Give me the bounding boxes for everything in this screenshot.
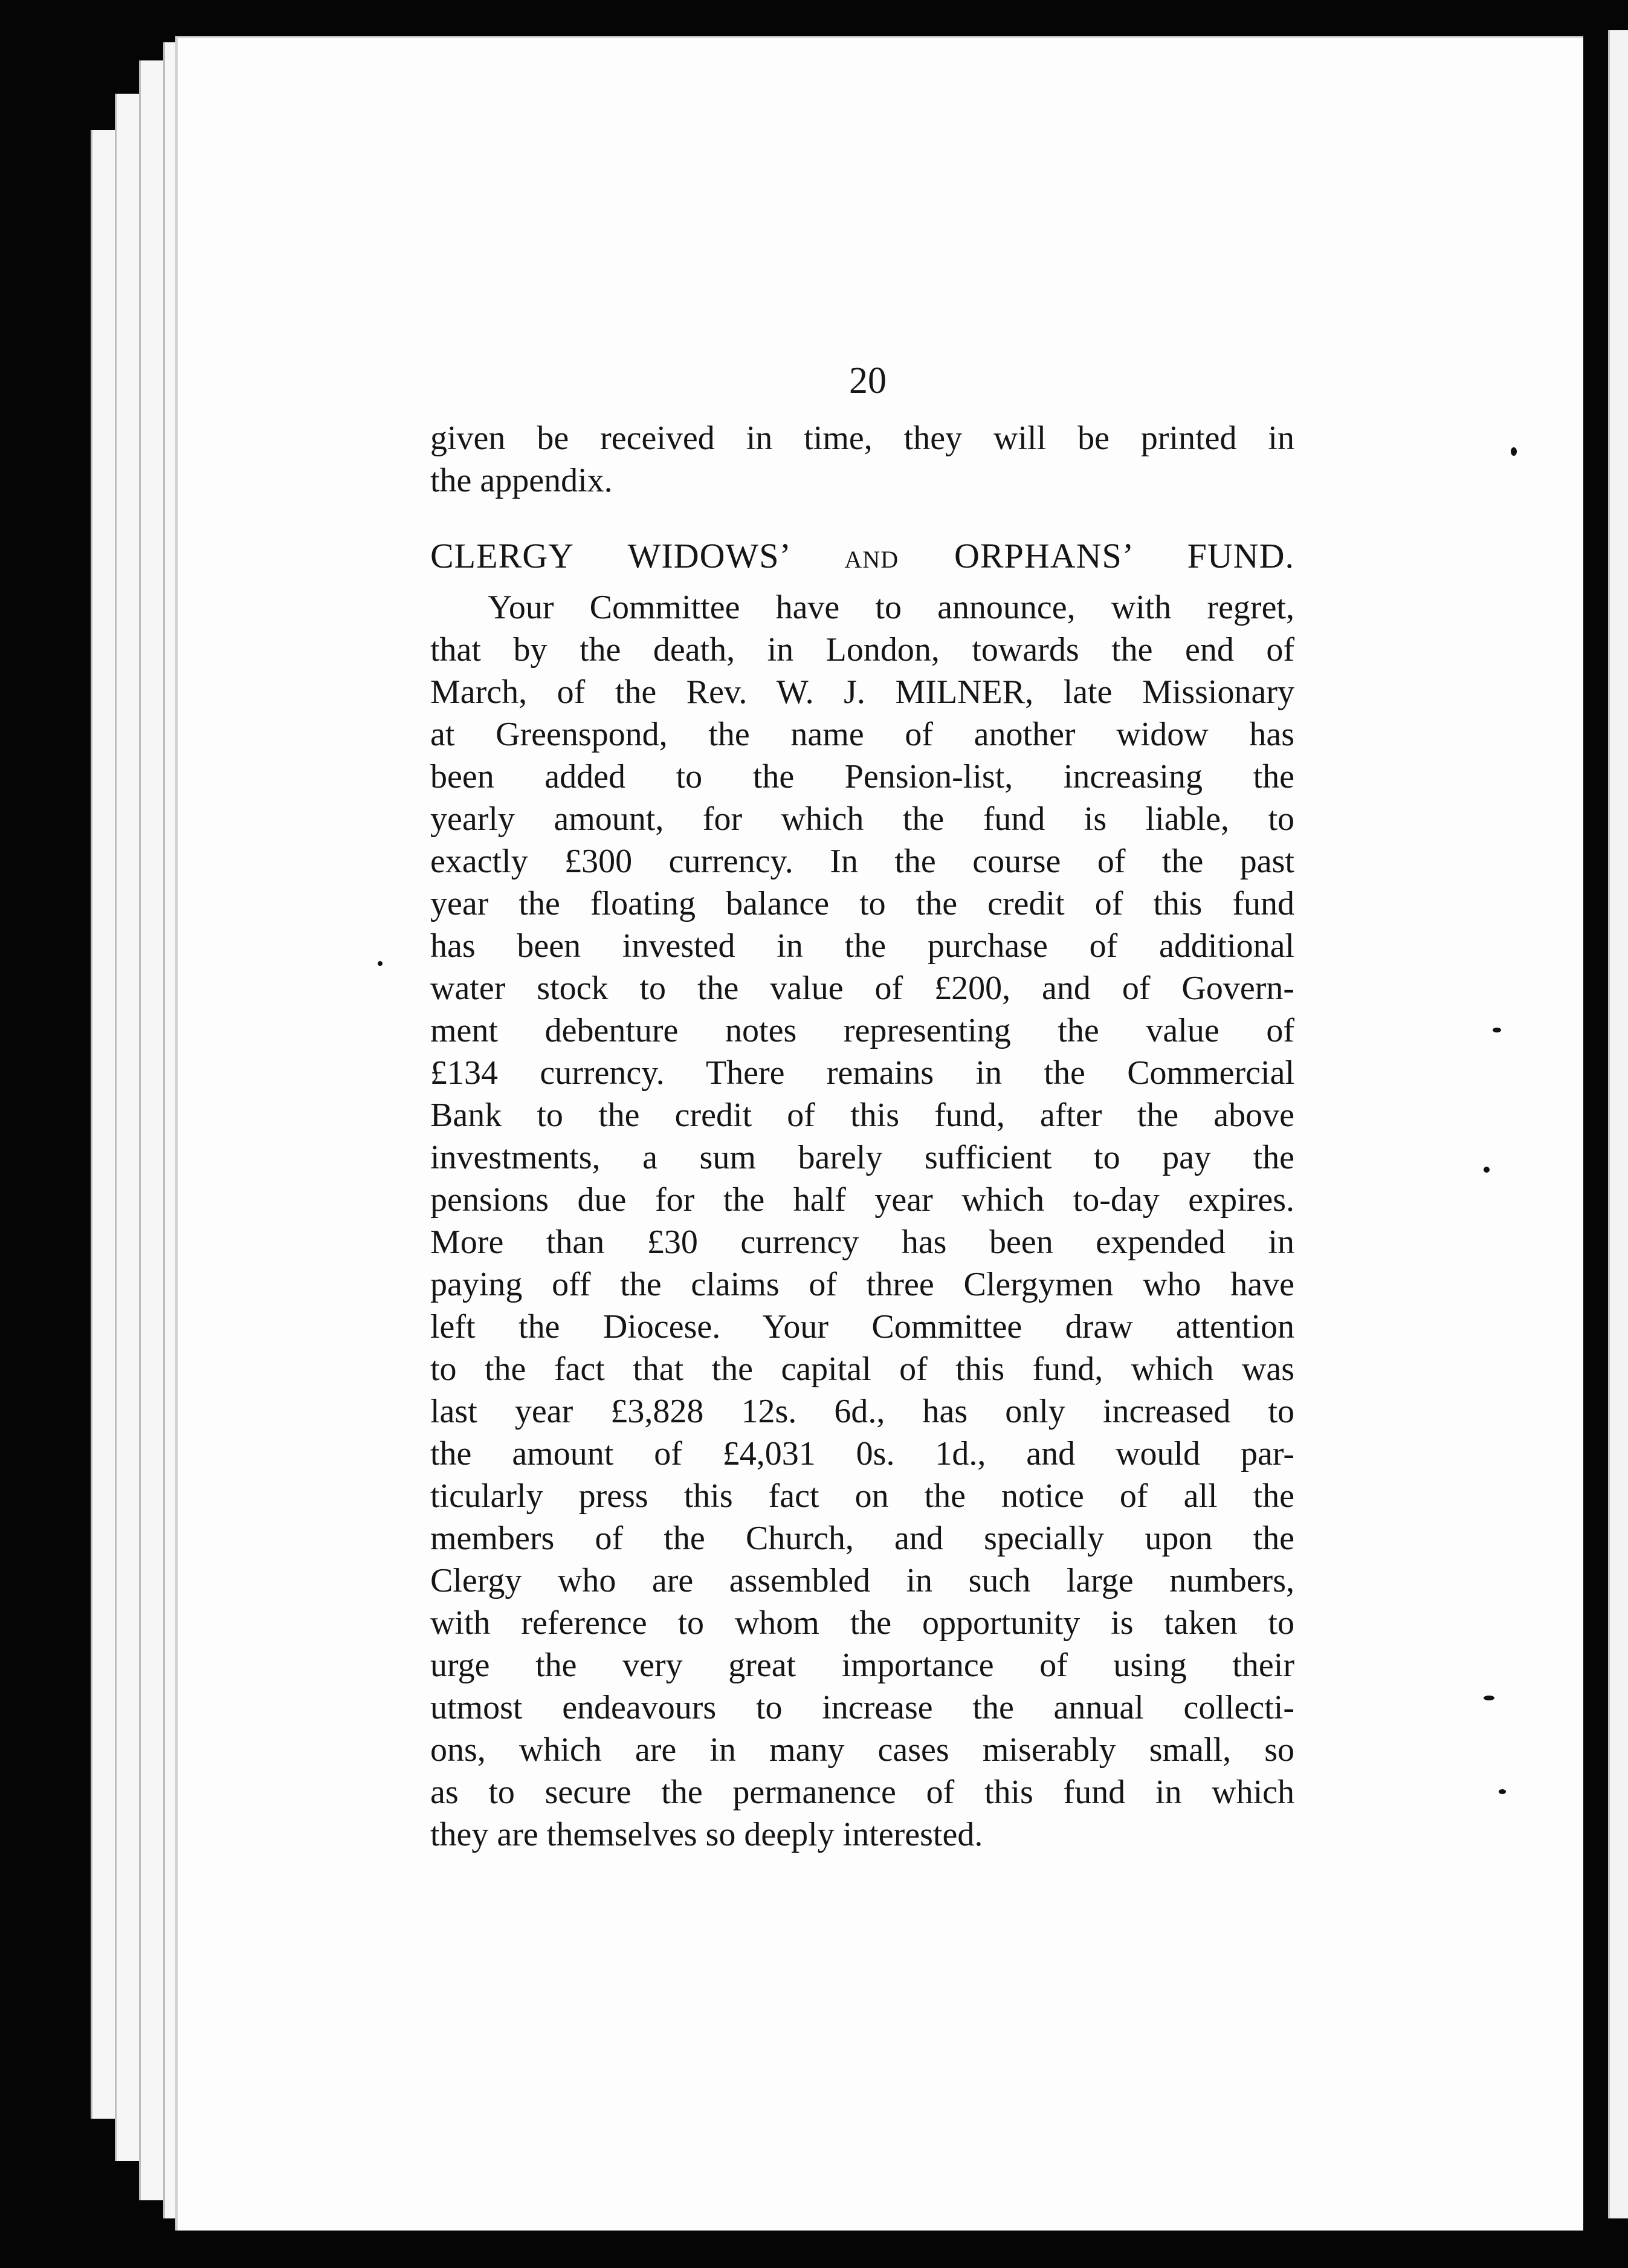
scan-speck — [1484, 1167, 1490, 1173]
scan-speck — [378, 961, 383, 966]
text-line: the appendix. — [430, 462, 613, 499]
text-line: yearly amount, for which the fund is liable, to — [430, 800, 1294, 838]
scan-speck — [1499, 1789, 1506, 1794]
text-block — [430, 417, 1294, 1856]
scan-speck — [1484, 1696, 1494, 1700]
text-line: urge the very great importance of using their — [430, 1647, 1294, 1684]
page-number: 20 — [849, 360, 887, 401]
text-line: they are themselves so deeply interested. — [430, 1816, 983, 1853]
scan-speck — [1511, 447, 1517, 456]
text-line: to the fact that the capital of this fund, which was — [430, 1350, 1294, 1388]
text-line: Bank to the credit of this fund, after the above — [430, 1097, 1294, 1134]
text-line: with reference to whom the opportunity is taken to — [430, 1604, 1294, 1642]
text-line: left the Diocese. Your Committee draw attention — [430, 1308, 1294, 1346]
text-line: year the floating balance to the credit of this fund — [430, 885, 1294, 922]
text-line: £134 currency. There remains in the Commercial — [430, 1054, 1294, 1092]
text-line: paying off the claims of three Clergymen who have — [430, 1266, 1294, 1303]
text-line: members of the Church, and specially upon the — [430, 1520, 1294, 1557]
text-line: pensions due for the half year which to-day expires. — [430, 1181, 1294, 1219]
text-line: ment debenture notes representing the value of — [430, 1012, 1294, 1049]
section-heading — [430, 526, 1294, 586]
heading-conjunction: AND — [844, 546, 899, 573]
text-line: ticularly press this fact on the notice of all the — [430, 1477, 1294, 1515]
text-line: that by the death, in London, towards the end of — [430, 631, 1294, 669]
heading-part: CLERGY WIDOWS’ — [430, 536, 789, 575]
text-line: been added to the Pension-list, increasing the — [430, 758, 1294, 795]
text-line: last year £3,828 12s. 6d., has only increased to — [430, 1393, 1294, 1430]
text-line: March, of the Rev. W. J. MILNER, late Missionary — [430, 673, 1294, 711]
text-line: investments, a sum barely sufficient to pay the — [430, 1139, 1294, 1176]
text-line: exactly £300 currency. In the course of the past — [430, 843, 1294, 880]
text-line: More than £30 currency has been expended in — [430, 1223, 1294, 1261]
text-line: Clergy who are assembled in such large numbers, — [430, 1562, 1294, 1599]
text-line: Your Committee have to announce, with regret, — [488, 589, 1294, 626]
text-line: utmost endeavours to increase the annual collecti- — [430, 1689, 1294, 1726]
text-line: as to secure the permanence of this fund in which — [430, 1774, 1294, 1811]
facing-page-edge — [1608, 30, 1628, 2218]
text-line: ons, which are in many cases miserably small, so — [430, 1731, 1294, 1769]
text-line: water stock to the value of £200, and of Govern- — [430, 970, 1294, 1007]
scan-speck — [1493, 1028, 1501, 1032]
text-line: given be received in time, they will be printed in — [430, 420, 1294, 457]
text-line: at Greenspond, the name of another widow has — [430, 716, 1294, 753]
text-line: has been invested in the purchase of additional — [430, 927, 1294, 965]
heading-part: ORPHANS’ FUND. — [954, 536, 1295, 575]
text-line: the amount of £4,031 0s. 1d., and would par- — [430, 1435, 1294, 1473]
